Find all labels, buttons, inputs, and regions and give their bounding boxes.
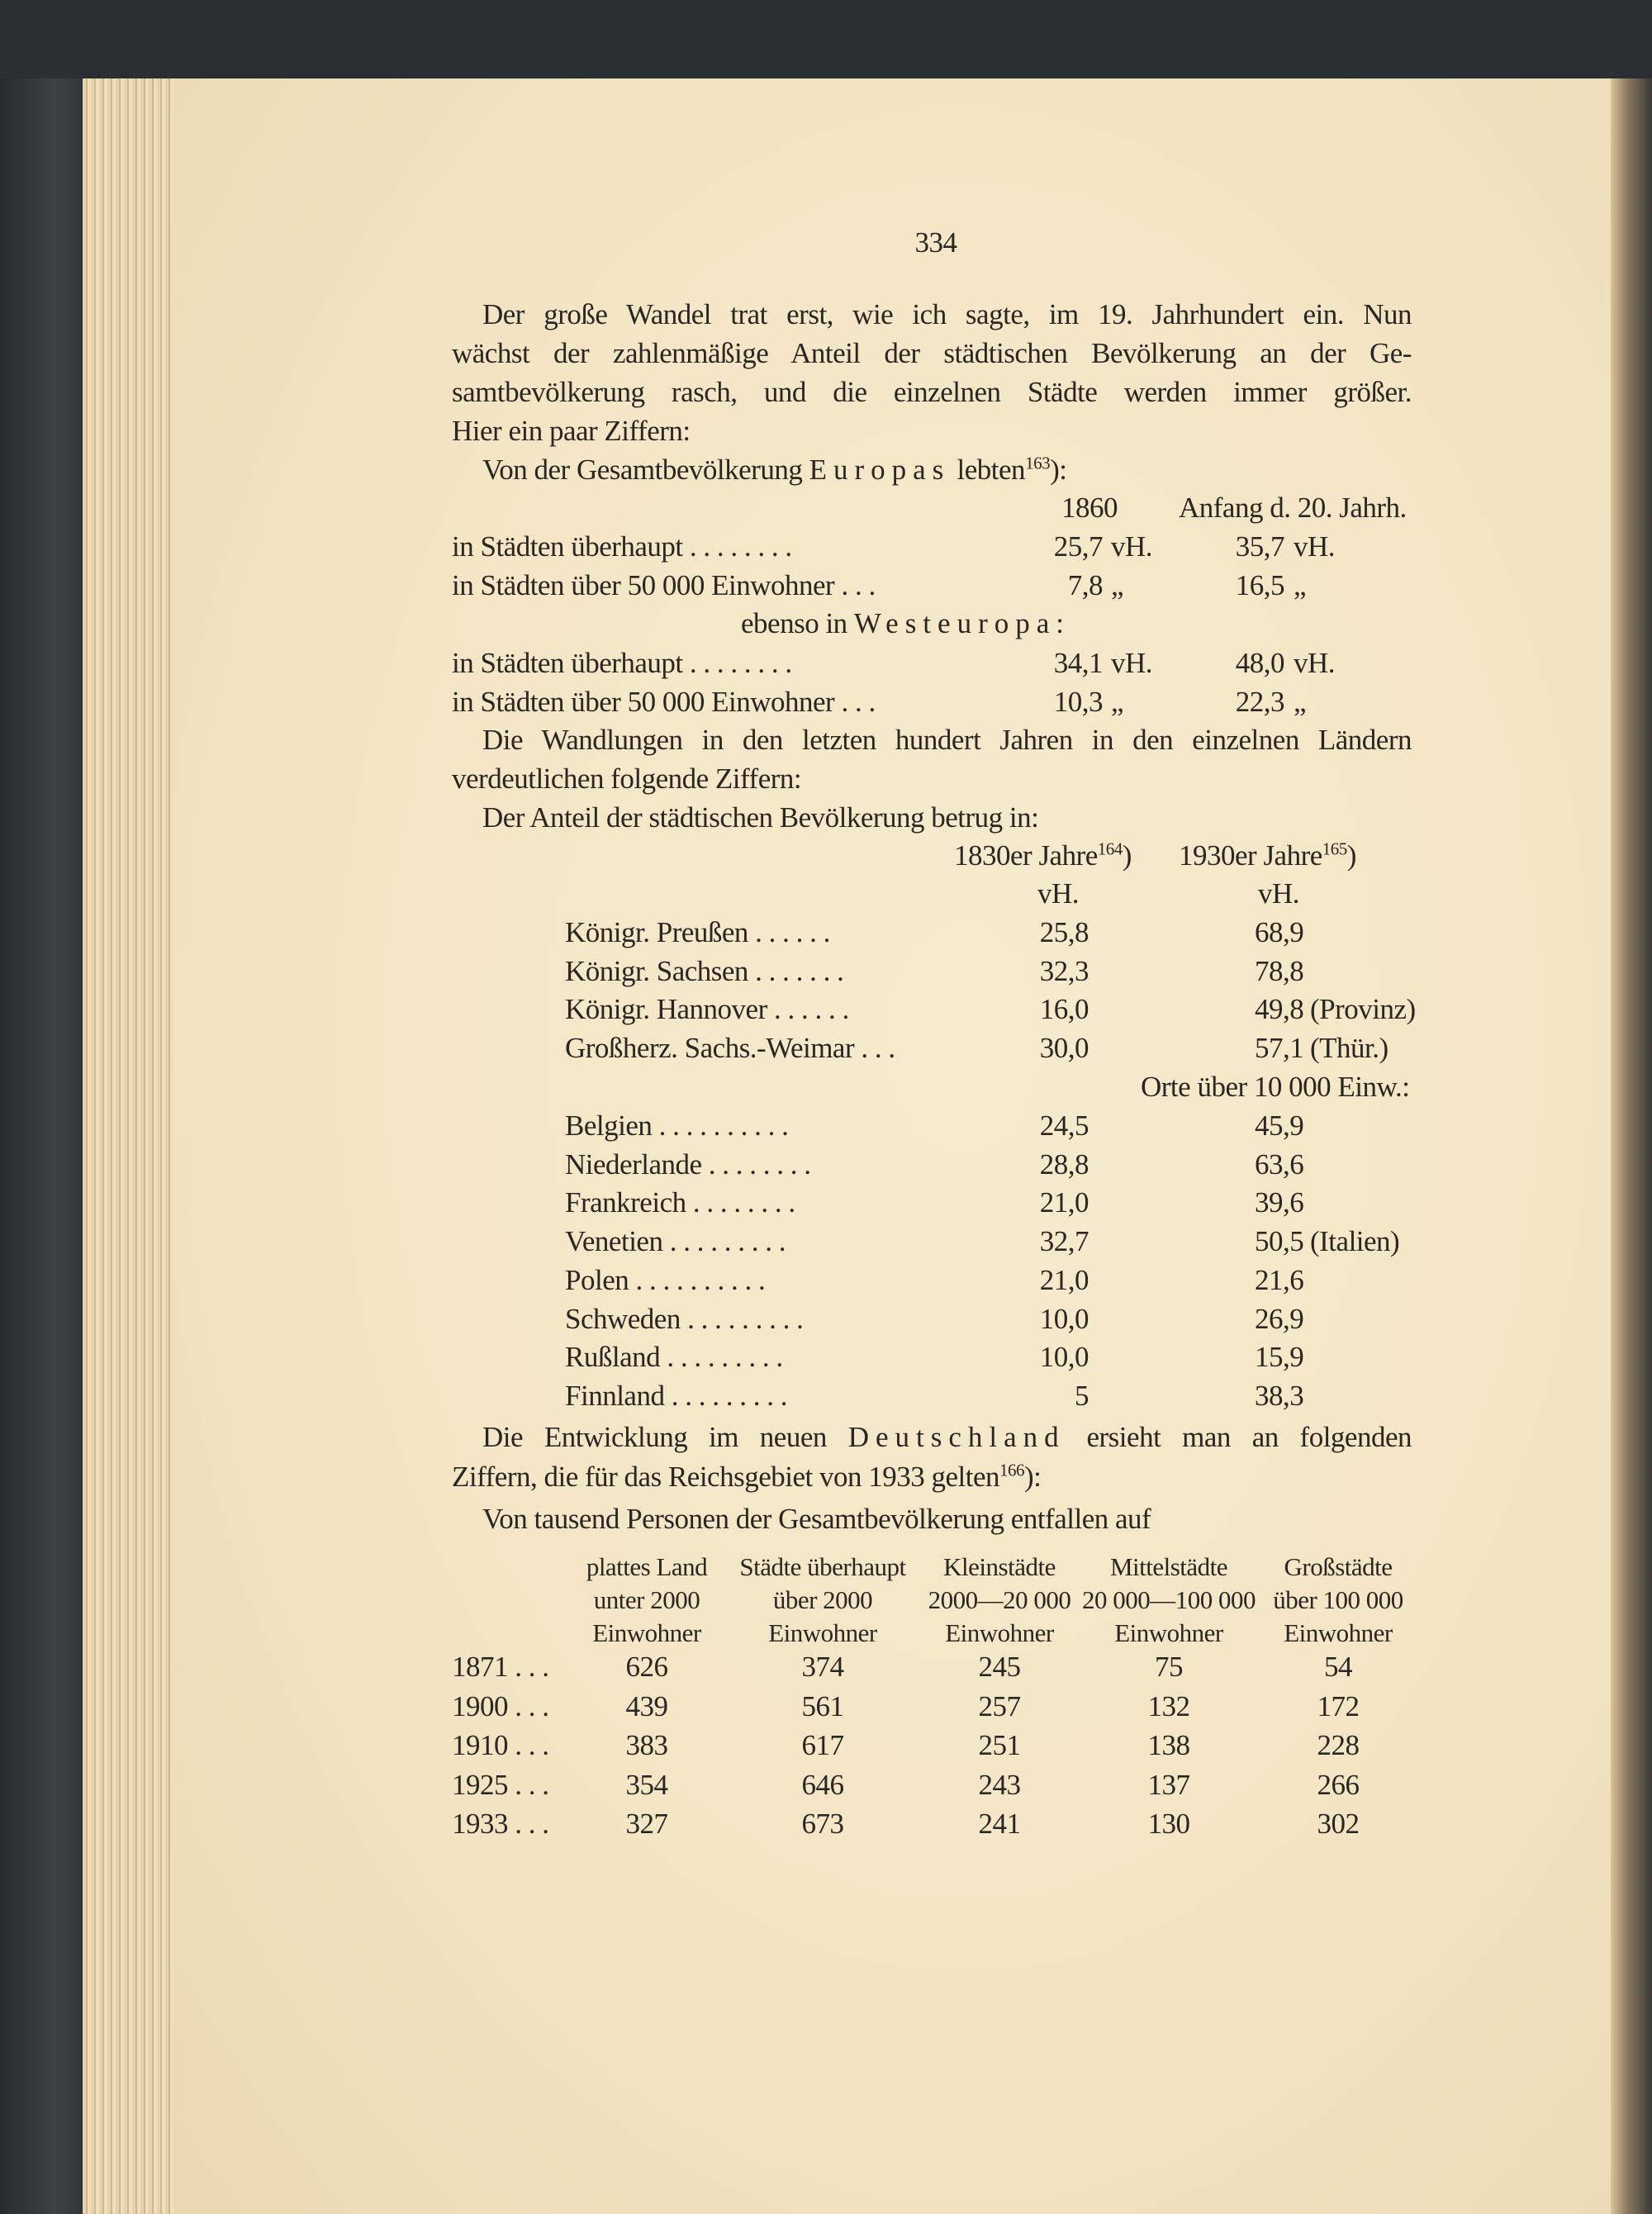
value-1830: 10,0 bbox=[1039, 1341, 1089, 1374]
value-anfang: 48,0 bbox=[1235, 647, 1284, 679]
unit: vH. bbox=[1111, 530, 1153, 563]
row-label: in Städten über 50 000 Einwohner . . . bbox=[452, 569, 876, 601]
column-header: Einwohner bbox=[1284, 1618, 1393, 1647]
paragraph-line bbox=[482, 1418, 1412, 1456]
book-cover bbox=[0, 0, 91, 2214]
table-cell: 132 bbox=[1147, 1689, 1190, 1722]
paragraph-line: Die Wandlungen in den letzten hundert Jahren in den einzelnen Ländern bbox=[482, 724, 1412, 756]
text: 1930er Jahre bbox=[1179, 839, 1322, 872]
value-1860: 7,8 bbox=[1067, 569, 1103, 601]
table-cell: 130 bbox=[1147, 1808, 1190, 1840]
paragraph-line bbox=[452, 1458, 1041, 1496]
unit: vH. bbox=[1294, 530, 1336, 563]
country-name: Königr. Preußen . . . . . . bbox=[565, 916, 830, 948]
paragraph-line: Von tausend Personen der Gesamtbevölkerung entfallen auf bbox=[482, 1503, 1151, 1535]
table-cell: 327 bbox=[625, 1808, 668, 1840]
col-header-1860: 1860 bbox=[1061, 492, 1118, 524]
value-1830: 16,0 bbox=[1039, 993, 1089, 1026]
row-label: in Städten überhaupt . . . . . . . . bbox=[452, 530, 792, 563]
text: ) bbox=[1122, 839, 1132, 872]
paragraph-line: Der große Wandel trat erst, wie ich sagte, im 19. Jahrhundert ein. Nun bbox=[482, 298, 1412, 330]
paragraph-line: wächst der zahlenmäßige Anteil der städtischen Bevölkerung an der Ge- bbox=[452, 337, 1412, 369]
text: Ziffern, die für das Reichsgebiet von 1933 gelten bbox=[452, 1461, 999, 1493]
column-header: Einwohner bbox=[592, 1618, 701, 1647]
table-cell: 54 bbox=[1324, 1651, 1352, 1683]
europe-intro bbox=[482, 451, 1066, 489]
text: lebten bbox=[950, 454, 1026, 486]
column-header: über 100 000 bbox=[1273, 1585, 1403, 1614]
table-cell: 383 bbox=[625, 1729, 668, 1761]
value-1930: 38,3 bbox=[1255, 1379, 1304, 1412]
year-label: 1871 . . . bbox=[452, 1651, 549, 1683]
unit-2: vH. bbox=[1258, 877, 1300, 910]
country-name: Polen . . . . . . . . . . bbox=[565, 1263, 766, 1296]
column-header: 2000—20 000 bbox=[928, 1585, 1071, 1614]
value-1930: 15,9 bbox=[1255, 1341, 1304, 1374]
table-cell: 137 bbox=[1147, 1768, 1190, 1801]
text: Die Entwicklung im neuen bbox=[482, 1421, 848, 1453]
subheader-orte: Orte über 10 000 Einw.: bbox=[1141, 1071, 1410, 1103]
text: ) bbox=[1346, 839, 1356, 872]
year-label: 1910 . . . bbox=[452, 1729, 549, 1761]
value-1860: 10,3 bbox=[1053, 686, 1103, 718]
column-header: Mittelstädte bbox=[1109, 1552, 1228, 1581]
footnote-ref: 165 bbox=[1322, 839, 1347, 859]
footnote-ref: 166 bbox=[999, 1460, 1024, 1480]
value-anfang: 16,5 bbox=[1235, 569, 1284, 601]
value-1930: 49,8 bbox=[1255, 993, 1304, 1026]
row-label: in Städten überhaupt . . . . . . . . bbox=[452, 647, 792, 679]
text: 1830er Jahre bbox=[954, 839, 1098, 872]
value-1830: 10,0 bbox=[1039, 1302, 1089, 1335]
countries-intro: Der Anteil der städtischen Bevölkerung betrug in: bbox=[482, 801, 1039, 834]
column-header: Städte überhaupt bbox=[739, 1552, 906, 1581]
value-note: (Provinz) bbox=[1310, 993, 1416, 1026]
unit: „ bbox=[1111, 686, 1124, 718]
value-anfang: 22,3 bbox=[1235, 686, 1284, 718]
value-1930: 78,8 bbox=[1255, 954, 1304, 987]
unit: „ bbox=[1294, 686, 1307, 718]
paragraph-line: verdeutlichen folgende Ziffern: bbox=[452, 763, 802, 795]
table-cell: 228 bbox=[1317, 1729, 1360, 1761]
column-header: plattes Land bbox=[586, 1552, 708, 1581]
country-name: Schweden . . . . . . . . . bbox=[565, 1302, 804, 1335]
year-label: 1900 . . . bbox=[452, 1689, 549, 1722]
text: ebenso in bbox=[741, 607, 854, 639]
text: ): bbox=[1050, 454, 1067, 486]
value-1860: 34,1 bbox=[1053, 647, 1103, 679]
column-header: Kleinstädte bbox=[943, 1552, 1056, 1581]
country-name: Niederlande . . . . . . . . bbox=[565, 1147, 811, 1181]
value-1930: 26,9 bbox=[1255, 1302, 1304, 1335]
table-cell: 302 bbox=[1317, 1808, 1360, 1840]
table-cell: 617 bbox=[801, 1729, 844, 1761]
country-name: Frankreich . . . . . . . . bbox=[565, 1186, 795, 1219]
table-cell: 241 bbox=[978, 1808, 1021, 1840]
column-header: 20 000—100 000 bbox=[1082, 1585, 1256, 1614]
country-name: Venetien . . . . . . . . . bbox=[565, 1225, 786, 1258]
col-header-1930 bbox=[1179, 837, 1356, 875]
value-1860: 25,7 bbox=[1053, 530, 1103, 563]
spaced-text: Deutschland bbox=[847, 1421, 1066, 1453]
country-name: Königr. Hannover . . . . . . bbox=[565, 993, 849, 1026]
value-1830: 32,3 bbox=[1039, 954, 1089, 987]
col-header-1830 bbox=[954, 837, 1132, 875]
value-1830: 21,0 bbox=[1039, 1186, 1089, 1219]
table-cell: 374 bbox=[801, 1651, 844, 1683]
unit: „ bbox=[1111, 569, 1124, 601]
table-cell: 646 bbox=[801, 1768, 844, 1801]
value-1830: 30,0 bbox=[1039, 1032, 1089, 1065]
year-label: 1933 . . . bbox=[452, 1808, 549, 1840]
table-cell: 673 bbox=[801, 1808, 844, 1840]
table-cell: 251 bbox=[978, 1729, 1021, 1761]
unit: „ bbox=[1294, 569, 1307, 601]
spaced-text: Westeuropa: bbox=[853, 607, 1070, 639]
value-1930: 21,6 bbox=[1255, 1263, 1304, 1296]
country-name: Rußland . . . . . . . . . bbox=[565, 1341, 783, 1374]
spaced-text: Europas bbox=[809, 454, 951, 486]
column-header: Einwohner bbox=[1114, 1618, 1223, 1647]
westeuropa-header bbox=[741, 605, 1070, 643]
country-name: Königr. Sachsen . . . . . . . bbox=[565, 954, 844, 987]
value-1830: 24,5 bbox=[1039, 1109, 1089, 1142]
table-cell: 626 bbox=[625, 1651, 668, 1683]
footnote-ref: 163 bbox=[1025, 453, 1051, 473]
value-1930: 68,9 bbox=[1255, 916, 1304, 948]
table-cell: 245 bbox=[978, 1651, 1021, 1683]
value-1930: 45,9 bbox=[1255, 1109, 1304, 1142]
column-header: unter 2000 bbox=[593, 1585, 700, 1614]
table-cell: 243 bbox=[978, 1768, 1021, 1801]
value-note: (Italien) bbox=[1310, 1225, 1400, 1258]
column-header: Einwohner bbox=[945, 1618, 1054, 1647]
value-1830: 21,0 bbox=[1039, 1263, 1089, 1296]
value-1930: 50,5 bbox=[1255, 1225, 1304, 1258]
year-label: 1925 . . . bbox=[452, 1768, 549, 1801]
table-cell: 75 bbox=[1155, 1651, 1183, 1683]
unit-1: vH. bbox=[1037, 877, 1080, 910]
column-header: Großstädte bbox=[1284, 1552, 1393, 1581]
text: Von der Gesamtbevölkerung bbox=[482, 454, 809, 486]
table-cell: 561 bbox=[801, 1689, 844, 1722]
value-note: (Thür.) bbox=[1310, 1032, 1389, 1065]
value-anfang: 35,7 bbox=[1235, 530, 1284, 563]
footnote-ref: 164 bbox=[1097, 839, 1123, 859]
value-1830: 28,8 bbox=[1039, 1147, 1089, 1181]
country-name: Finnland . . . . . . . . . bbox=[565, 1379, 787, 1412]
paragraph-line: Hier ein paar Ziffern: bbox=[452, 415, 691, 447]
table-cell: 266 bbox=[1317, 1768, 1360, 1801]
col-header-anfang: Anfang d. 20. Jahrh. bbox=[1179, 492, 1407, 524]
table-cell: 172 bbox=[1317, 1689, 1360, 1722]
value-1930: 39,6 bbox=[1255, 1186, 1304, 1219]
background-band bbox=[0, 0, 1652, 78]
table-cell: 138 bbox=[1147, 1729, 1190, 1761]
table-cell: 439 bbox=[625, 1689, 668, 1722]
value-1830: 32,7 bbox=[1039, 1225, 1089, 1258]
text: ersieht man an folgenden bbox=[1065, 1421, 1412, 1453]
unit: vH. bbox=[1294, 647, 1336, 679]
table-cell: 354 bbox=[625, 1768, 668, 1801]
paragraph-line: samtbevölkerung rasch, und die einzelnen Städte werden immer größer. bbox=[452, 376, 1412, 408]
column-header: über 2000 bbox=[772, 1585, 873, 1614]
page-gutter bbox=[1611, 78, 1652, 2214]
value-1930: 57,1 bbox=[1255, 1032, 1304, 1065]
country-name: Belgien . . . . . . . . . . bbox=[565, 1109, 789, 1142]
row-label: in Städten über 50 000 Einwohner . . . bbox=[452, 686, 876, 718]
value-1830: 25,8 bbox=[1039, 916, 1089, 948]
country-name: Großherz. Sachs.-Weimar . . . bbox=[565, 1032, 895, 1065]
text: ): bbox=[1024, 1461, 1042, 1493]
value-1930: 63,6 bbox=[1255, 1147, 1304, 1181]
unit: vH. bbox=[1111, 647, 1153, 679]
table-cell: 257 bbox=[978, 1689, 1021, 1722]
page-number: 334 bbox=[914, 226, 957, 259]
value-1830: 5 bbox=[1075, 1379, 1089, 1412]
column-header: Einwohner bbox=[768, 1618, 877, 1647]
